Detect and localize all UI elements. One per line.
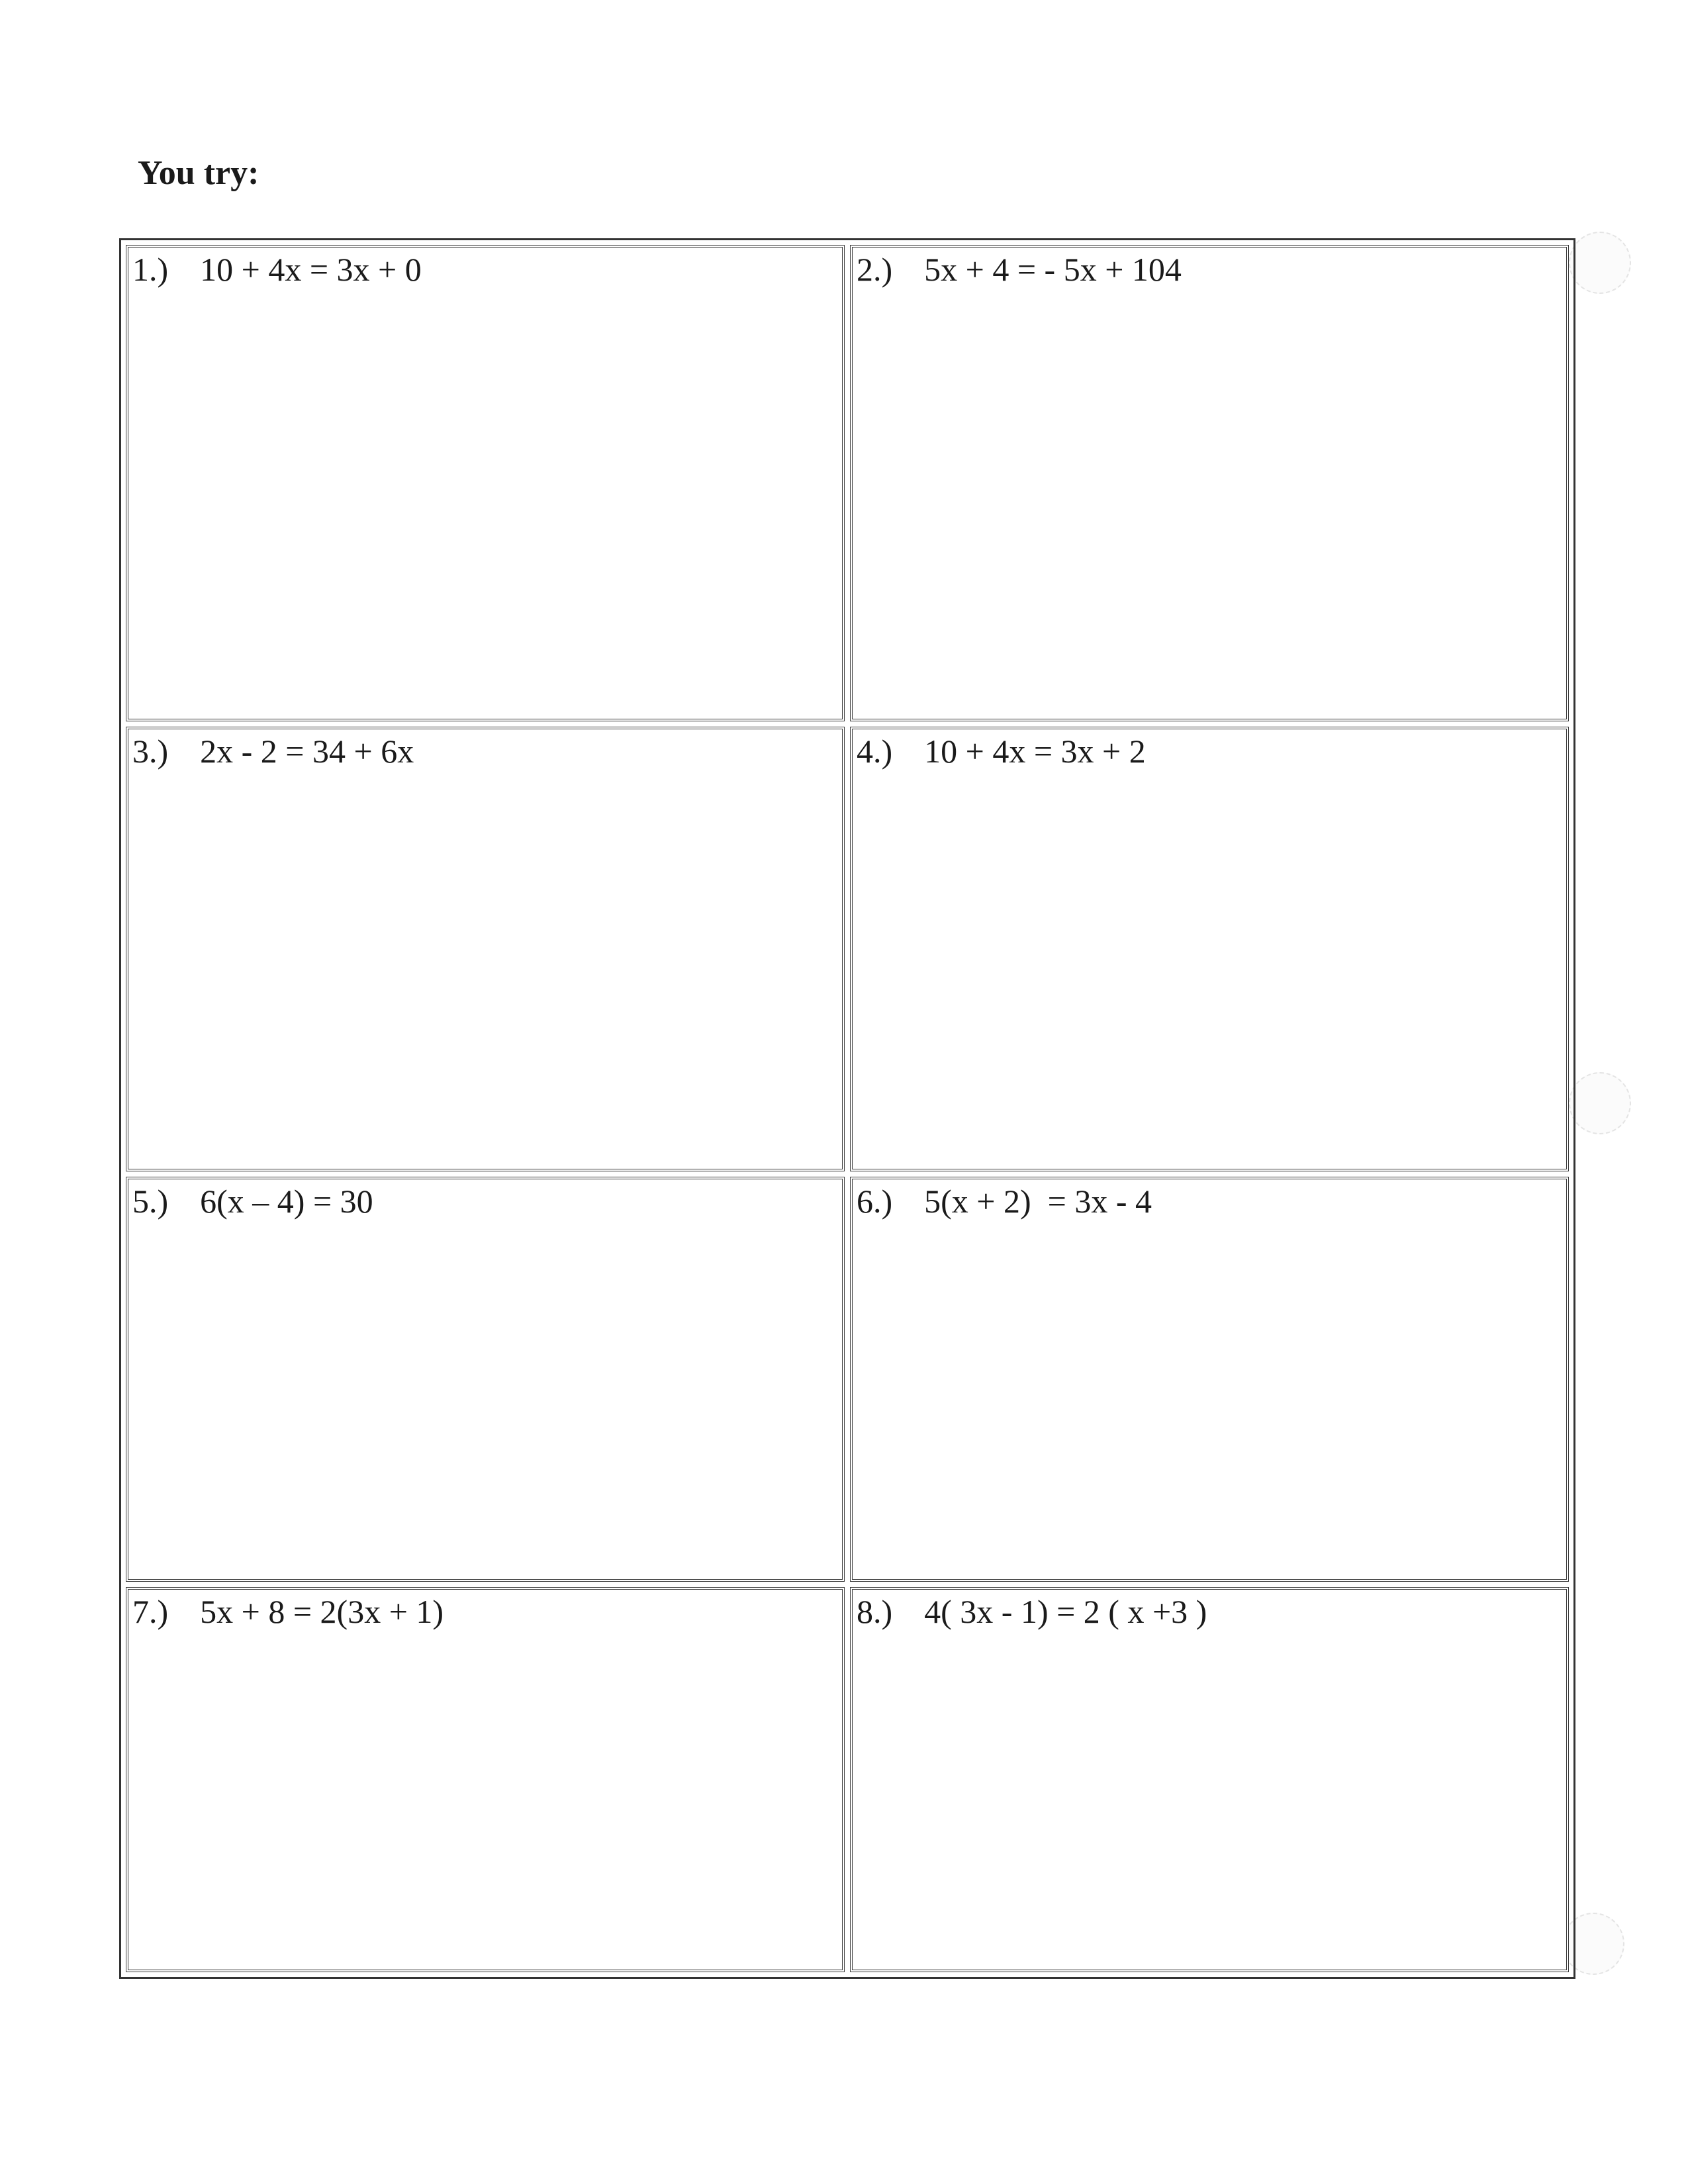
- problem-equation: 5x + 4 = - 5x + 104: [924, 251, 1182, 288]
- problem-8: [857, 1594, 1207, 1630]
- problem-cell-2[interactable]: [850, 245, 1569, 721]
- problem-cell-4[interactable]: [850, 727, 1569, 1171]
- problem-5: [132, 1183, 373, 1220]
- problem-grid: [126, 245, 1569, 1972]
- punch-hole-middle: [1569, 1072, 1631, 1134]
- problem-4: [857, 733, 1146, 770]
- problem-cell-3[interactable]: [126, 727, 845, 1171]
- problem-cell-6[interactable]: [850, 1177, 1569, 1582]
- problem-cell-5[interactable]: [126, 1177, 845, 1582]
- problem-equation: 6(x – 4) = 30: [200, 1183, 373, 1220]
- problem-3: [132, 733, 414, 770]
- worksheet-heading: You try:: [138, 154, 259, 192]
- problem-number: 6.): [857, 1183, 893, 1220]
- problem-2: [857, 251, 1182, 288]
- problem-number: 3.): [132, 733, 169, 770]
- problem-grid-frame: [119, 238, 1575, 1979]
- problem-equation: 10 + 4x = 3x + 2: [924, 733, 1146, 770]
- problem-1: [132, 251, 422, 288]
- problem-number: 4.): [857, 733, 893, 770]
- problem-cell-8[interactable]: [850, 1587, 1569, 1972]
- problem-number: 1.): [132, 251, 169, 288]
- problem-number: 5.): [132, 1183, 169, 1220]
- problem-cell-1[interactable]: [126, 245, 845, 721]
- problem-number: 8.): [857, 1593, 893, 1630]
- problem-7: [132, 1594, 444, 1630]
- problem-6: [857, 1183, 1152, 1220]
- problem-cell-7[interactable]: [126, 1587, 845, 1972]
- problem-number: 2.): [857, 251, 893, 288]
- problem-equation: 2x - 2 = 34 + 6x: [200, 733, 414, 770]
- problem-equation: 5(x + 2) = 3x - 4: [924, 1183, 1152, 1220]
- problem-equation: 4( 3x - 1) = 2 ( x +3 ): [924, 1593, 1207, 1630]
- punch-hole-top: [1569, 232, 1631, 294]
- problem-number: 7.): [132, 1593, 169, 1630]
- problem-equation: 5x + 8 = 2(3x + 1): [200, 1593, 444, 1630]
- problem-equation: 10 + 4x = 3x + 0: [200, 251, 422, 288]
